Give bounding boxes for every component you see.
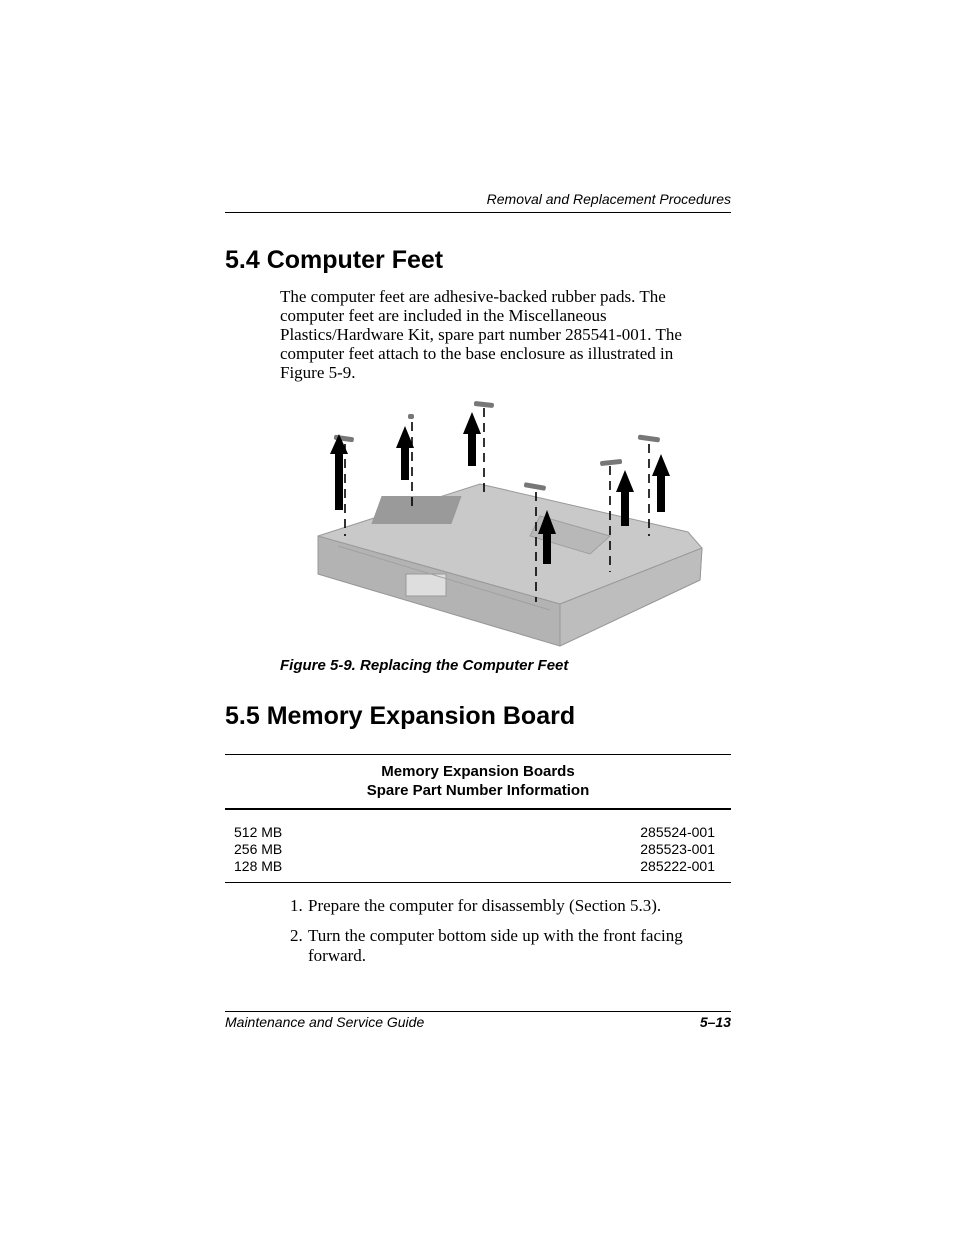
- table-title: [225, 762, 731, 800]
- step-text: Turn the computer bottom side up with the front facing forward.: [308, 926, 683, 965]
- table-cell-size: 512 MB: [234, 824, 283, 840]
- running-head: Removal and Replacement Procedures: [486, 191, 731, 207]
- section-heading-computer-feet: 5.4 Computer Feet: [225, 246, 444, 274]
- table-row: [234, 841, 715, 858]
- list-item: [290, 896, 710, 916]
- table-title-line1: Memory Expansion Boards: [381, 763, 575, 780]
- laptop-bottom-illustration: [310, 396, 710, 652]
- table-top-rule: [225, 754, 731, 755]
- page-number: 5–13: [699, 1014, 731, 1030]
- footer-rule: [225, 1011, 731, 1012]
- step-text: Prepare the computer for disassembly (Section 5.3).: [308, 896, 662, 915]
- list-item: [290, 926, 710, 966]
- table-row: [234, 824, 715, 841]
- section-heading-memory-expansion: 5.5 Memory Expansion Board: [225, 702, 576, 730]
- table-cell-size: 128 MB: [234, 858, 283, 874]
- computer-feet-paragraph: The computer feet are adhesive-backed rubber pads. The computer feet are included in the Miscellaneous Plastics/Hardware Kit, spare part number 285541-001. The computer feet attach to the base enclosure as illustrated in Figure 5-9.: [280, 287, 682, 382]
- header-rule: [225, 212, 731, 213]
- table-cell-part: 285524-001: [640, 824, 715, 840]
- table-header-rule: [225, 808, 731, 810]
- footer-guide-title: Maintenance and Service Guide: [225, 1014, 425, 1030]
- table-row: [234, 858, 715, 875]
- table-cell-part: 285523-001: [640, 841, 715, 857]
- step-number: 1.: [290, 896, 303, 915]
- table-title-line2: Spare Part Number Information: [366, 782, 590, 799]
- table-bottom-rule: [225, 882, 731, 883]
- figure-caption: Figure 5-9. Replacing the Computer Feet: [280, 657, 569, 674]
- figure-computer-feet: [310, 396, 710, 652]
- procedure-steps: [290, 896, 710, 976]
- table-cell-size: 256 MB: [234, 841, 283, 857]
- table-cell-part: 285222-001: [640, 858, 715, 874]
- step-number: 2.: [290, 926, 303, 945]
